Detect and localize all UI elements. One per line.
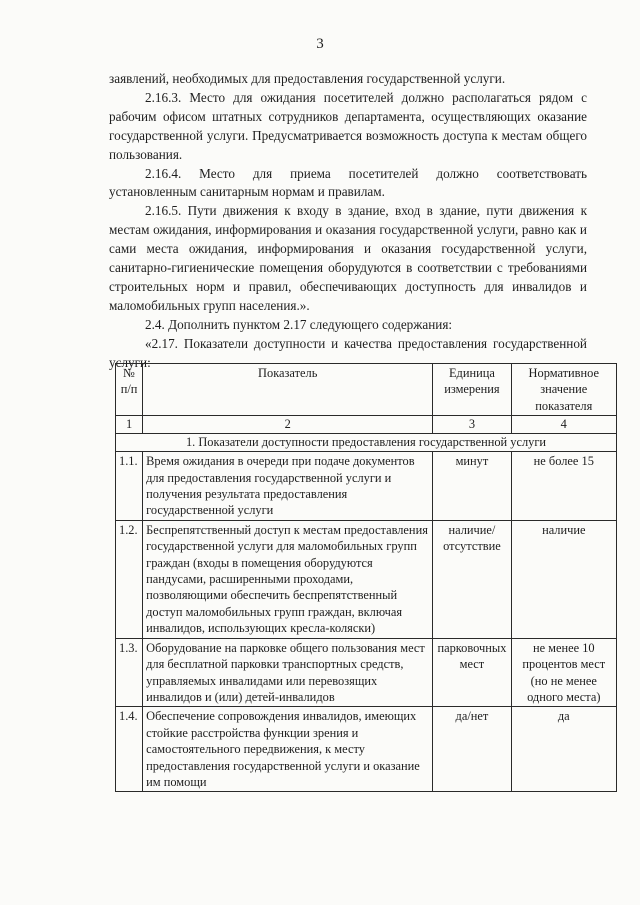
indicator-unit: минут xyxy=(433,452,511,521)
paragraph-2-16-5: 2.16.5. Пути движения к входу в здание, вход в здание, пути движения к местам ожидания, информирования и оказания государственной услуги, равно как и сами места ожидания, информирования и оказания государственной услуги, санитарно-гигиенические помещения оборудуются в соответствии с требованиями строительных норм и правил, обеспечивающих доступность для инвалидов и маломобильных групп населения.». xyxy=(109,203,587,313)
indicator-value: да xyxy=(511,707,616,792)
document-body xyxy=(109,70,587,373)
row-number: 1.2. xyxy=(116,520,143,638)
paragraph-2-4: 2.4. Дополнить пунктом 2.17 следующего содержания: xyxy=(145,316,453,332)
indicator-value: наличие xyxy=(511,520,616,638)
indicators-table xyxy=(115,363,617,792)
column-number-row xyxy=(116,416,617,434)
column-number: 1 xyxy=(116,416,143,434)
page-number: 3 xyxy=(316,36,324,52)
paragraph-continuation: заявлений, необходимых для предоставления государственной услуги. xyxy=(109,71,506,86)
paragraph-2-16-3: 2.16.3. Место для ожидания посетителей должно располагаться рядом с рабочим офисом штатных сотрудников департамента, осуществляющих оказание государственной услуги. Предусматривается возможность доступа к местам общего пользования. xyxy=(109,89,587,162)
row-number: 1.3. xyxy=(116,638,143,707)
header-normative-value: Нормативное значение показателя xyxy=(511,364,616,416)
column-number: 2 xyxy=(143,416,433,434)
section-title: 1. Показатели доступности предоставления государственной услуги xyxy=(116,434,617,452)
table-row xyxy=(116,520,617,638)
paragraph-2-17-intro: «2.17. Показатели доступности и качества предоставления государственной услуги: xyxy=(109,335,587,370)
indicator-name: Время ожидания в очереди при подаче документов для предоставления государственной услуги и получения результата предоставления государственной услуги xyxy=(143,452,433,521)
section-row xyxy=(116,434,617,452)
indicator-unit: да/нет xyxy=(433,707,511,792)
row-number: 1.4. xyxy=(116,707,143,792)
header-num: № п/п xyxy=(116,364,143,416)
indicator-name: Беспрепятственный доступ к местам предоставления государственной услуги для маломобильных групп граждан (входы в помещения оборудуются пандусами, расширенными проходами, позволяющими обеспечить беспрепятственный доступ маломобильных групп граждан, включая инвалидов, использующих кресла-коляски) xyxy=(143,520,433,638)
header-unit: Единица измерения xyxy=(433,364,511,416)
indicator-name: Обеспечение сопровождения инвалидов, имеющих стойкие расстройства функции зрения и самостоятельного передвижения, к месту предоставления государственной услуги и оказание им помощи xyxy=(143,707,433,792)
header-indicator: Показатель xyxy=(143,364,433,416)
indicator-unit: наличие/ отсутствие xyxy=(433,520,511,638)
indicator-unit: парковочных мест xyxy=(433,638,511,707)
table-row xyxy=(116,452,617,521)
column-number: 3 xyxy=(433,416,511,434)
paragraph-2-16-4: 2.16.4. Место для приема посетителей должно соответствовать установленным санитарным нормам и правилам. xyxy=(109,165,587,200)
column-number: 4 xyxy=(511,416,616,434)
row-number: 1.1. xyxy=(116,452,143,521)
table-row xyxy=(116,707,617,792)
indicator-name: Оборудование на парковке общего пользования мест для бесплатной парковки транспортных средств, управляемых инвалидами или перевозящих инвалидов и (или) детей-инвалидов xyxy=(143,638,433,707)
table-row xyxy=(116,638,617,707)
table-header-row xyxy=(116,364,617,416)
indicator-value: не менее 10 процентов мест (но не менее одного места) xyxy=(511,638,616,707)
indicator-value: не более 15 xyxy=(511,452,616,521)
